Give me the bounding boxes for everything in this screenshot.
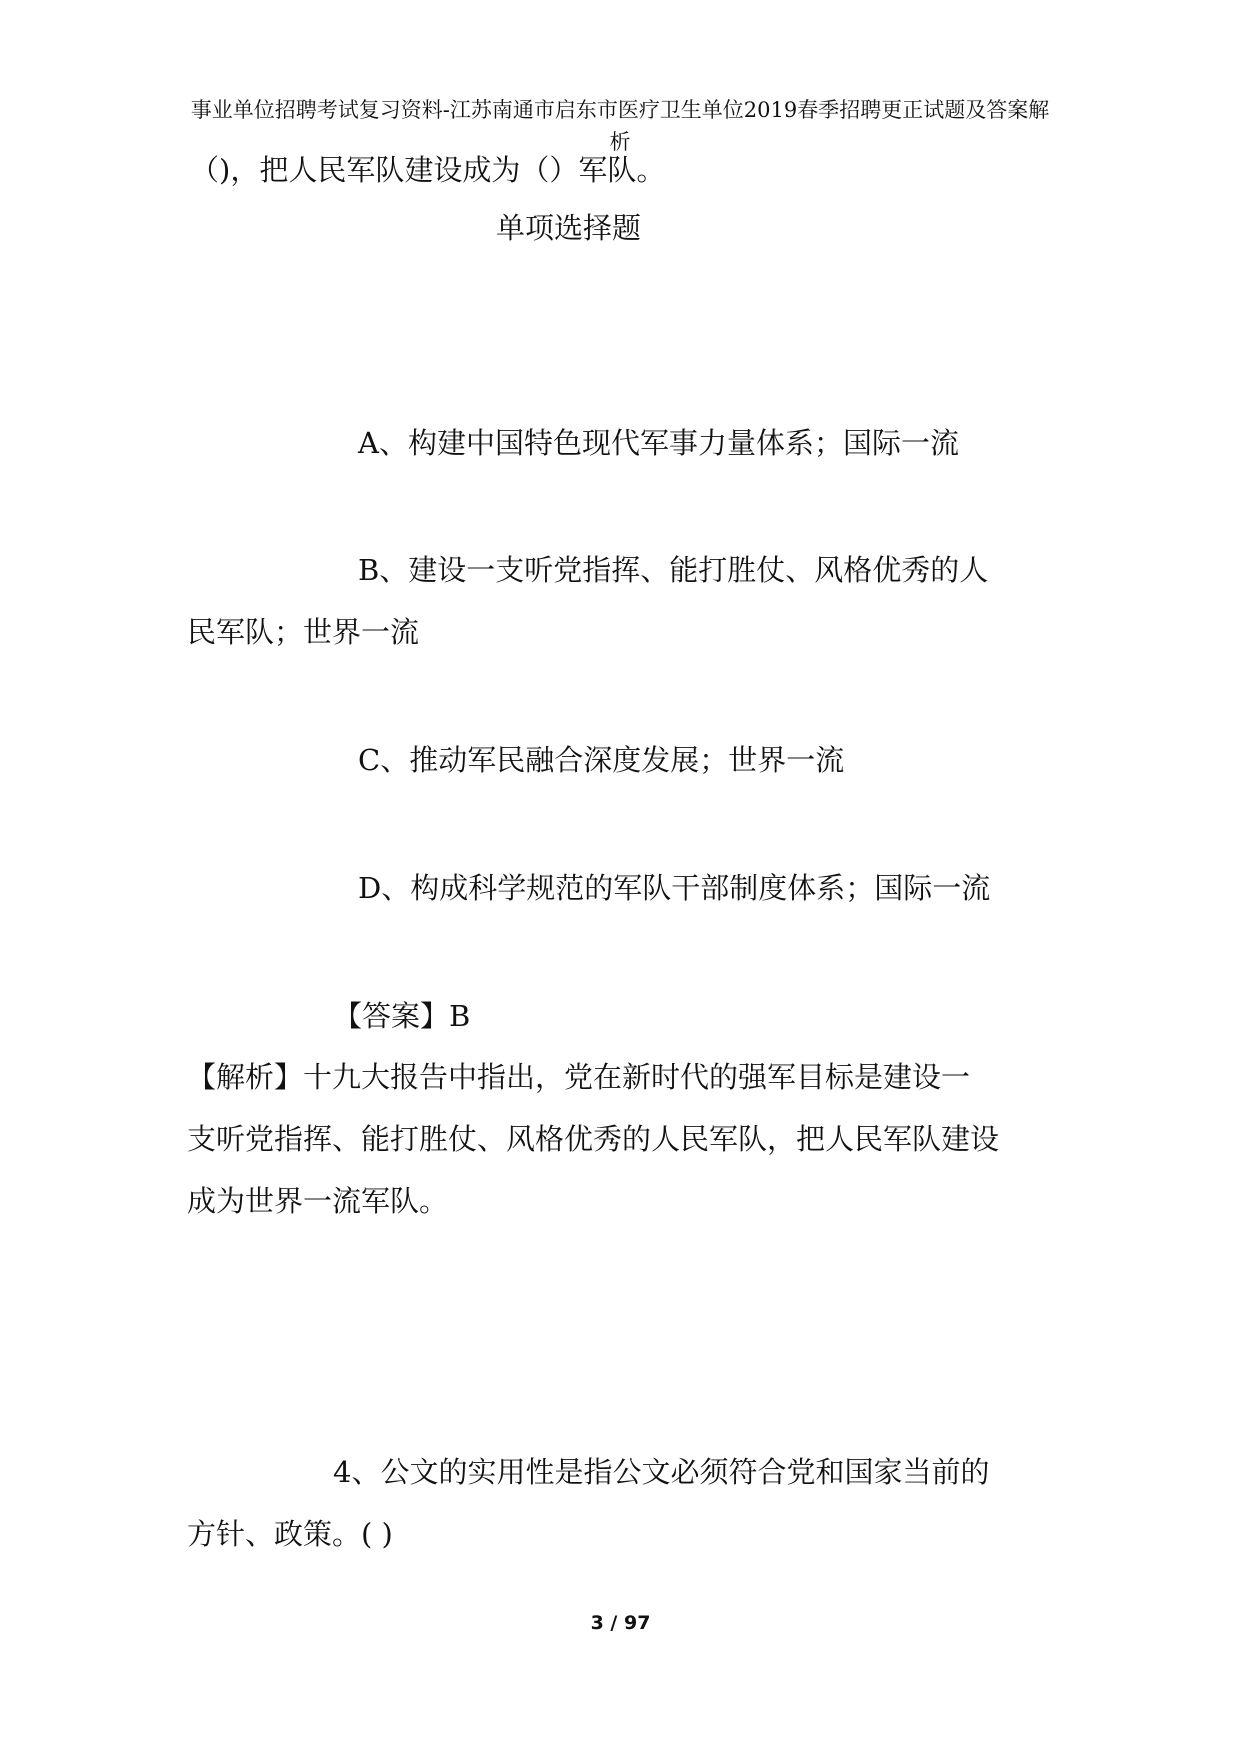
option-c: C、推动军民融合深度发展；世界一流: [358, 743, 845, 777]
question-stem-tail: （)，把人民军队建设成为（）军队。: [190, 153, 666, 187]
option-b-line2: 民军队；世界一流: [187, 615, 420, 649]
analysis-line1: 【解析】十九大报告中指出，党在新时代的强军目标是建设一: [187, 1060, 971, 1094]
question4-line2: 方针、政策。( ): [187, 1517, 393, 1551]
header-title-line1: 事业单位招聘考试复习资料-江苏南通市启东市医疗卫生单位2019春季招聘更正试题及答案解: [190, 98, 1050, 122]
option-a: A、构建中国特色现代军事力量体系；国际一流: [358, 426, 959, 460]
question4-line1: 4、公文的实用性是指公文必须符合党和国家当前的: [333, 1455, 990, 1489]
option-b-line1: B、建设一支听党指挥、能打胜仗、风格优秀的人: [358, 553, 989, 587]
document-header: [180, 94, 1060, 158]
analysis-line2: 支听党指挥、能打胜仗、风格优秀的人民军队，把人民军队建设: [187, 1122, 1000, 1156]
header-title-line2: 析: [609, 130, 631, 154]
option-d: D、构成科学规范的军队干部制度体系；国际一流: [358, 871, 991, 905]
question-type-label: 单项选择题: [496, 211, 642, 245]
answer-label: 【答案】B: [333, 999, 471, 1033]
page-number: 3 / 97: [590, 1612, 651, 1634]
analysis-line3: 成为世界一流军队。: [187, 1184, 449, 1218]
